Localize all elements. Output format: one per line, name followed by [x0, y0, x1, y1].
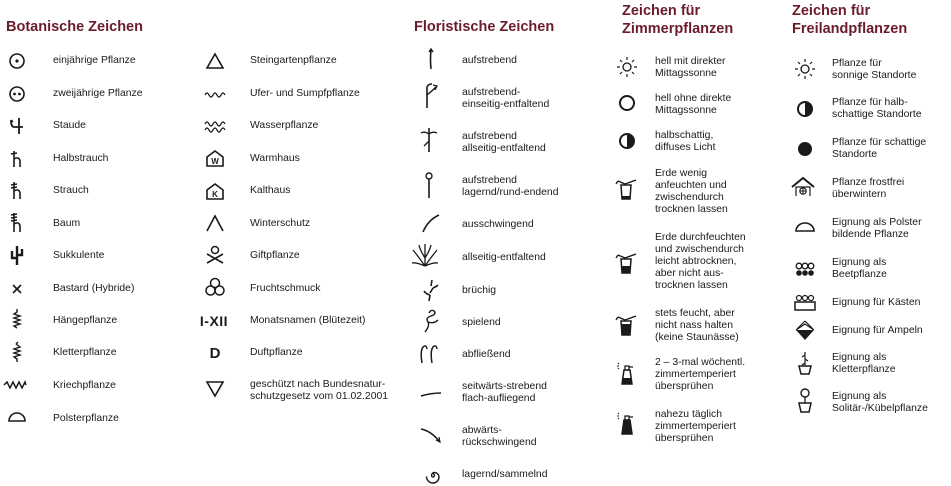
tree-label: Baum: [53, 218, 81, 229]
brittle-icon: [418, 278, 444, 300]
shrub-icon: [4, 180, 30, 202]
annual-circle-dot-icon: [4, 50, 30, 72]
downward-swing-label: abwärts- rückschwingend: [462, 425, 537, 448]
fruit-label: Fruchtschmuck: [250, 283, 321, 294]
sun-icon: [792, 58, 818, 80]
all-sided-unfolding-label: allseitig-entfaltend: [462, 252, 546, 263]
shrub-label: Strauch: [53, 185, 89, 196]
subshrub-label: Halbstrauch: [53, 153, 109, 164]
outdoor-climbing-label: Eignung als Kletterpflanze: [832, 352, 896, 375]
indoor-sun-label: hell mit direkter Mittagssonne: [655, 56, 726, 79]
playful-label: spielend: [462, 317, 501, 328]
full-shade-icon: [792, 138, 818, 160]
all-sided-unfolding-icon: [412, 243, 438, 265]
watering-can-medium-icon: [614, 252, 640, 274]
fragrance-label: Duftpflanze: [250, 347, 303, 358]
frost-house-icon: [790, 176, 816, 198]
header-indoor: [622, 2, 733, 38]
outdoor-tub-label: Eignung als Solitär-/Kübelpflanze: [832, 391, 928, 414]
spiral-icon: [420, 464, 446, 486]
fragrance-symbol: D: [209, 344, 221, 362]
shore-label: Ufer- und Sumpfpflanze: [250, 88, 360, 99]
brittle-label: brüchig: [462, 285, 497, 296]
subshrub-icon: [4, 148, 30, 170]
playful-icon: [418, 310, 444, 332]
creeping-label: Kriechpflanze: [53, 380, 116, 391]
perennial-jupiter-icon: [4, 115, 30, 137]
upright-stem-icon: [418, 48, 444, 70]
indoor-water-full-label: stets feucht, aber nicht nass halten (keine Staunässe): [655, 308, 739, 343]
climbing-pot-icon: [792, 352, 818, 374]
cushion-half-circle-icon: [4, 406, 30, 428]
upright-round-end-label: aufstrebend lagernd/rund-endend: [462, 175, 559, 198]
warm-house-icon: [202, 147, 228, 169]
rock-garden-label: Steingartenpflanze: [250, 55, 337, 66]
poison-skull-icon: [202, 244, 228, 266]
warm-house-letter: W: [211, 157, 219, 166]
header-floristic: Floristische Zeichen: [414, 19, 555, 35]
flowing-off-icon: [416, 342, 442, 364]
header-outdoor-line2: Freilandpflanzen: [792, 21, 908, 37]
header-indoor-line1: Zeichen für: [622, 3, 701, 19]
cactus-label: Sukkulente: [53, 250, 105, 261]
upright-all-sided-icon: [416, 128, 442, 150]
annual-label: einjährige Pflanze: [53, 55, 136, 66]
cushion-icon: [792, 216, 818, 238]
half-shade-icon: [792, 98, 818, 120]
swinging-out-icon: [418, 212, 444, 234]
indoor-spray-weekly-label: 2 – 3-mal wöchentl. zimmertemperiert übersprühen: [655, 357, 746, 392]
header-botanical: Botanische Zeichen: [6, 19, 143, 35]
triangle-icon: [202, 50, 228, 72]
double-wave-icon: [202, 115, 228, 137]
upright-label: aufstrebend: [462, 55, 517, 66]
water-label: Wasserpflanze: [250, 120, 319, 131]
tub-plant-icon: [792, 390, 818, 412]
biennial-label: zweijährige Pflanze: [53, 88, 143, 99]
watering-can-light-icon: [614, 178, 640, 200]
indoor-halfshade-label: halbschattig, diffuses Licht: [655, 130, 716, 153]
outdoor-box-label: Eignung für Kästen: [832, 297, 921, 308]
fragrance-letter-icon: [202, 342, 228, 364]
spiral-label: lagernd/sammelnd: [462, 469, 548, 480]
circle-outline-icon: [614, 92, 640, 114]
hanging-label: Hängepflanze: [53, 315, 118, 326]
indoor-bright-label: hell ohne direkte Mittagssonne: [655, 93, 732, 116]
winter-protection-icon: [202, 212, 228, 234]
outdoor-bedding-label: Eignung als Beetpflanze: [832, 257, 887, 280]
single-wave-icon: [202, 83, 228, 105]
climbing-label: Kletterpflanze: [53, 347, 117, 358]
tree-icon: [4, 212, 30, 234]
upright-all-sided-label: aufstrebend allseitig-entfaltend: [462, 131, 546, 154]
cushion-label: Polsterpflanze: [53, 413, 119, 424]
indoor-water-medium-label: Erde durchfeuchten und zwischendurch leicht abtrocknen, aber nicht aus- trocknen lassen: [655, 232, 746, 291]
flowing-off-label: abfließend: [462, 349, 511, 360]
header-outdoor-line1: Zeichen für: [792, 3, 871, 19]
months-text-icon: [196, 310, 232, 332]
upright-round-end-icon: [416, 174, 442, 196]
spray-bottle-weekly-icon: [614, 362, 640, 384]
cactus-icon: [4, 244, 30, 266]
header-indoor-line2: Zimmerpflanzen: [622, 21, 734, 37]
half-shade-icon: [614, 130, 640, 152]
indoor-water-light-label: Erde wenig anfeuchten und zwischendurch trocknen lassen: [655, 168, 728, 215]
watering-can-full-icon: [614, 314, 640, 336]
header-outdoor: [792, 2, 907, 38]
hanging-zigzag-icon: [4, 308, 30, 330]
creeping-zigzag-icon: [2, 374, 28, 396]
cold-house-label: Kalthaus: [250, 185, 291, 196]
protected-triangle-icon: [202, 378, 228, 400]
outdoor-shade-label: Pflanze für schattige Standorte: [832, 137, 927, 160]
climbing-zigzag-icon: [4, 341, 30, 363]
sideways-icon: [418, 382, 444, 404]
sideways-label: seitwärts-strebend flach-aufliegend: [462, 381, 547, 404]
months-symbol: I-XII: [199, 313, 229, 329]
bedding-icon: [792, 259, 818, 281]
cold-house-icon: [202, 180, 228, 202]
hybrid-label: Bastard (Hybride): [53, 283, 135, 294]
box-planter-icon: [792, 292, 818, 314]
warm-house-label: Warmhaus: [250, 153, 300, 164]
downward-swing-icon: [418, 424, 444, 446]
swinging-out-label: ausschwingend: [462, 219, 534, 230]
outdoor-cushion-label: Eignung als Polster bildende Pflanze: [832, 217, 922, 240]
poison-label: Giftpflanze: [250, 250, 300, 261]
outdoor-hanging-label: Eignung für Ampeln: [832, 325, 923, 336]
outdoor-halfshade-label: Pflanze für halb- schattige Standorte: [832, 97, 922, 120]
outdoor-sun-label: Pflanze für sonnige Standorte: [832, 58, 917, 81]
upright-one-sided-icon: [416, 84, 442, 106]
indoor-spray-daily-label: nahezu täglich zimmertemperiert übersprühen: [655, 409, 736, 444]
fruit-cluster-icon: [202, 276, 228, 298]
hanging-basket-icon: [792, 320, 818, 342]
perennial-label: Staude: [53, 120, 86, 131]
spray-bottle-daily-icon: [614, 412, 640, 434]
protected-label: geschützt nach Bundesnatur- schutzgesetz vom 01.02.2001: [250, 379, 389, 402]
months-label: Monatsnamen (Blütezeit): [250, 315, 366, 326]
winter-protection-label: Winterschutz: [250, 218, 311, 229]
biennial-circle-two-dots-icon: [4, 83, 30, 105]
sun-icon: [614, 56, 640, 78]
cross-icon: [4, 278, 30, 300]
outdoor-frost-label: Pflanze frostfrei überwintern: [832, 177, 905, 200]
cold-house-letter: K: [212, 190, 218, 199]
upright-one-sided-label: aufstrebend- einseitig-entfaltend: [462, 87, 550, 110]
